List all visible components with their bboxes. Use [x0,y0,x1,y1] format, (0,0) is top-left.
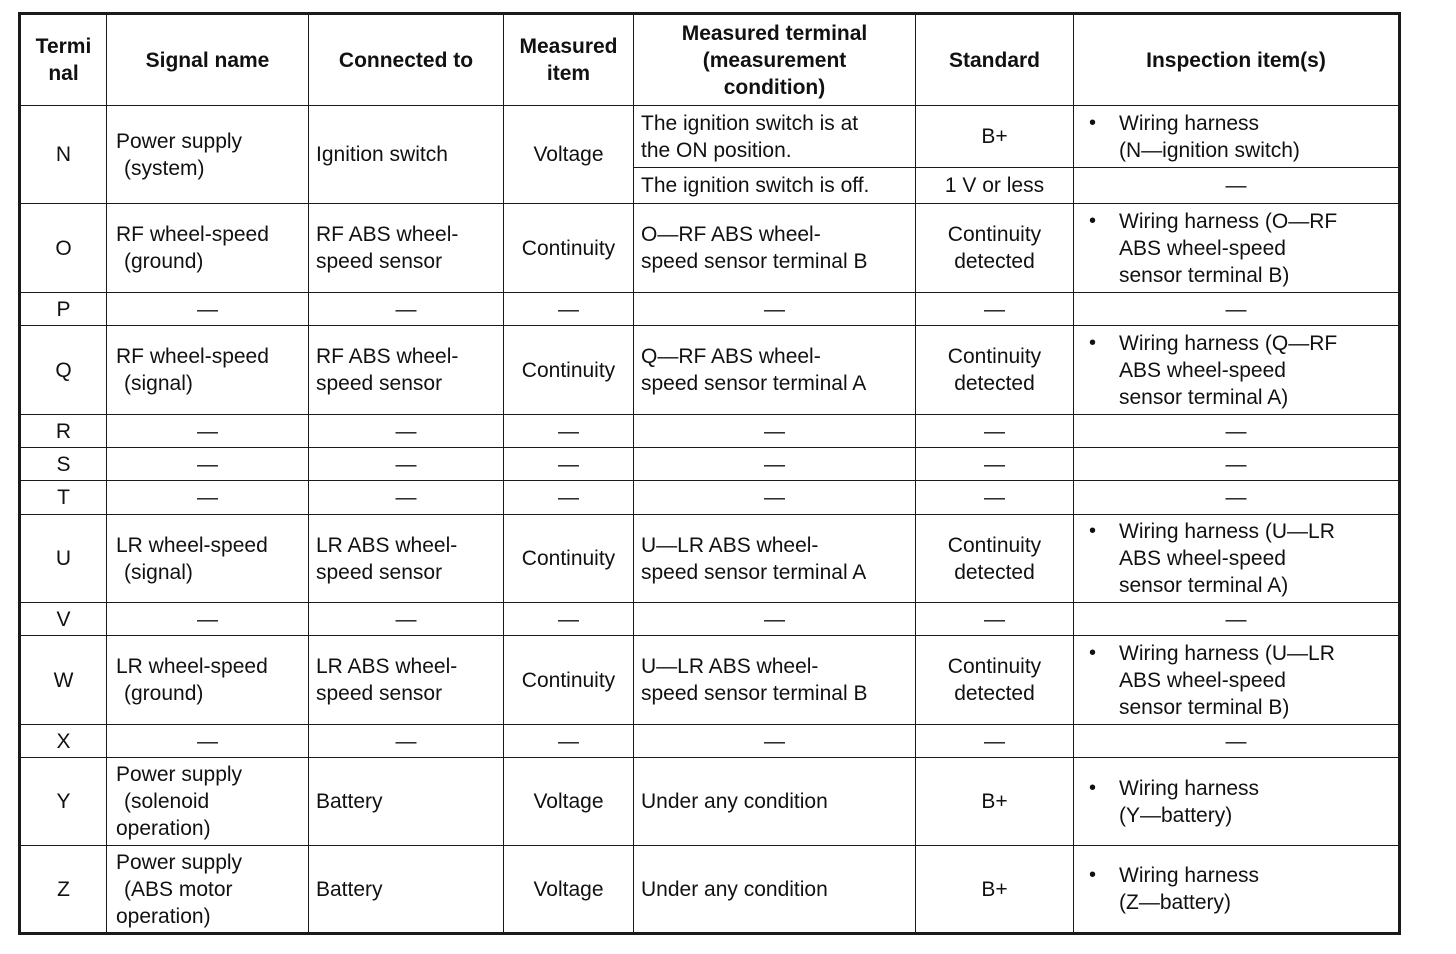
standard-cell: B+ [916,846,1074,934]
terminal-cell: N [20,106,107,204]
condition-cell: — [634,448,916,481]
signal-line: (solenoid [124,790,210,813]
signal-name-cell: — [107,293,309,326]
inspection-line: ABS wheel-speed [1119,668,1286,692]
inspection-line: Wiring harness (U—LR [1119,520,1335,543]
standard-cell: 1 V or less [916,168,1074,204]
standard-cell: — [916,481,1074,515]
condition-cell: — [634,725,916,758]
terminal-cell: R [20,415,107,448]
condition-cell [634,106,916,168]
header-measured-item [504,14,634,106]
signal-line: (ABS motor [124,877,233,901]
header-signal-name: Signal name [107,14,309,106]
header-row [20,14,1400,106]
signal-line: operation) [116,817,211,840]
condition-line: The ignition switch is at [641,111,859,135]
table-row-w [20,636,1400,725]
measured-item-cell: — [504,415,634,448]
inspection-line: Wiring harness (O—RF [1119,209,1338,233]
inspection-line: sensor terminal B) [1119,263,1290,287]
table-row-q [20,326,1400,415]
terminal-cell: P [20,293,107,326]
signal-name-cell [107,326,309,415]
signal-name-cell: — [107,725,309,758]
signal-name-cell [107,515,309,603]
connected-to-cell [309,515,504,603]
condition-line: speed sensor terminal B [641,682,868,705]
inspection-line: sensor terminal A) [1119,385,1289,409]
connected-to-cell: — [309,415,504,448]
condition-cell: — [634,293,916,326]
standard-line: detected [954,682,1035,705]
bullet-icon: • [1089,111,1097,134]
bullet-icon: • [1089,331,1097,354]
signal-name-cell [107,846,309,934]
header-terminal-line2: nal [48,62,79,85]
condition-line: speed sensor terminal B [641,250,868,273]
signal-line: (system) [124,156,205,180]
signal-line: LR wheel-speed [116,533,268,557]
condition-cell: The ignition switch is off. [634,168,916,204]
inspection-line: Wiring harness [1119,111,1260,135]
standard-line: detected [954,560,1035,584]
condition-cell: — [634,415,916,448]
signal-name-cell [107,106,309,204]
connected-to-cell: — [309,293,504,326]
signal-name-cell: — [107,415,309,448]
inspection-cell: — [1074,481,1400,515]
signal-line: Power supply [116,763,243,786]
connected-line: RF ABS wheel- [316,345,459,368]
signal-name-cell [107,758,309,846]
measured-item-cell: Continuity [504,636,634,725]
inspection-cell [1074,636,1400,725]
table-row-r [20,415,1400,448]
inspection-cell: — [1074,603,1400,636]
standard-cell: B+ [916,106,1074,168]
header-terminal [20,14,107,106]
header-measured-terminal-line3: condition) [723,75,826,99]
condition-cell [634,515,916,603]
connected-line: speed sensor [316,560,443,584]
inspection-line: Wiring harness (U—LR [1119,641,1335,665]
table-row-z [20,846,1400,934]
signal-line: LR wheel-speed [116,655,268,678]
signal-line: operation) [116,904,211,928]
table-row-u [20,515,1400,603]
header-measured-item-line1: Measured [519,35,618,58]
inspection-line: (N—ignition switch) [1119,138,1300,162]
inspection-cell: — [1074,448,1400,481]
condition-line: U—LR ABS wheel- [641,655,819,678]
standard-cell: B+ [916,758,1074,846]
inspection-cell: — [1074,725,1400,758]
terminal-cell: U [20,515,107,603]
connected-line: RF ABS wheel- [316,223,459,246]
measured-item-cell: — [504,725,634,758]
terminal-cell: O [20,204,107,293]
condition-line: speed sensor terminal A [641,372,867,395]
bullet-icon: • [1089,209,1097,232]
standard-line: Continuity [947,223,1042,246]
terminal-cell: Z [20,846,107,934]
standard-cell [916,515,1074,603]
table-row-s [20,448,1400,481]
header-measured-terminal-line2: (measurement [702,48,847,72]
header-measured-terminal-line1: Measured terminal [681,21,868,45]
standard-cell: — [916,293,1074,326]
condition-cell [634,326,916,415]
connected-line: LR ABS wheel- [316,533,458,557]
inspection-line: Wiring harness [1119,864,1260,887]
measured-item-cell: Voltage [504,846,634,934]
table-row-y [20,758,1400,846]
header-inspection-items: Inspection item(s) [1074,14,1400,106]
condition-cell [634,636,916,725]
standard-line: Continuity [947,533,1042,557]
measured-item-cell: Continuity [504,204,634,293]
measured-item-cell: Continuity [504,326,634,415]
inspection-line: (Z—battery) [1119,891,1232,914]
signal-line: (signal) [124,372,193,395]
standard-cell [916,636,1074,725]
connected-to-cell: — [309,725,504,758]
terminal-cell: T [20,481,107,515]
connected-line: speed sensor [316,682,443,705]
inspection-cell: — [1074,168,1400,204]
table-row-o [20,204,1400,293]
connected-line: speed sensor [316,250,443,273]
inspection-cell [1074,106,1400,168]
inspection-line: ABS wheel-speed [1119,358,1286,382]
terminal-cell: W [20,636,107,725]
bullet-icon: • [1089,776,1097,799]
measured-item-cell: — [504,293,634,326]
terminal-cell: S [20,448,107,481]
connected-to-cell: — [309,481,504,515]
condition-line: O—RF ABS wheel- [641,223,821,246]
measured-item-cell: — [504,481,634,515]
connected-line: LR ABS wheel- [316,655,458,678]
bullet-icon: • [1089,520,1097,542]
inspection-cell: — [1074,293,1400,326]
inspection-cell [1074,758,1400,846]
table-row-n [20,106,1400,168]
condition-line: speed sensor terminal A [641,560,867,584]
measured-item-cell: — [504,448,634,481]
connected-to-cell [309,204,504,293]
connected-to-cell: — [309,603,504,636]
header-measured-item-line2: item [546,62,591,85]
table-row-t [20,481,1400,515]
signal-line: (ground) [124,682,204,705]
signal-name-cell [107,204,309,293]
signal-line: Power supply [116,129,243,153]
header-terminal-line1: Termi [35,35,92,58]
standard-line: Continuity [947,655,1042,678]
inspection-cell [1074,204,1400,293]
standard-cell: — [916,725,1074,758]
inspection-cell [1074,515,1400,603]
table-row-v [20,603,1400,636]
standard-line: detected [954,250,1035,273]
standard-line: detected [954,372,1035,395]
standard-cell: — [916,448,1074,481]
standard-cell [916,204,1074,293]
inspection-line: (Y—battery) [1119,803,1233,827]
signal-line: RF wheel-speed [116,345,269,368]
connected-to-cell: Battery [309,758,504,846]
header-measured-terminal [634,14,916,106]
terminal-cell: Q [20,326,107,415]
signal-name-cell: — [107,603,309,636]
signal-line: (signal) [124,560,193,584]
condition-line: the ON position. [641,138,792,162]
connected-to-cell: Battery [309,846,504,934]
inspection-line: sensor terminal B) [1119,695,1290,719]
standard-line: Continuity [947,345,1042,368]
connected-to-cell [309,326,504,415]
inspection-line: ABS wheel-speed [1119,236,1286,260]
inspection-cell: — [1074,415,1400,448]
connected-to-cell: — [309,448,504,481]
terminal-cell: X [20,725,107,758]
terminal-cell: V [20,603,107,636]
condition-line: U—LR ABS wheel- [641,533,819,557]
measured-item-cell: Continuity [504,515,634,603]
table-row-x [20,725,1400,758]
standard-cell: — [916,415,1074,448]
inspection-line: sensor terminal A) [1119,574,1289,597]
terminal-cell: Y [20,758,107,846]
condition-cell [634,204,916,293]
inspection-line: Wiring harness (Q—RF [1119,331,1338,355]
signal-name-cell: — [107,448,309,481]
inspection-cell [1074,846,1400,934]
condition-line: Q—RF ABS wheel- [641,345,821,368]
inspection-line: Wiring harness [1119,776,1260,800]
connected-line: speed sensor [316,372,443,395]
connected-to-cell [309,636,504,725]
condition-cell: Under any condition [634,758,916,846]
signal-line: (ground) [124,250,204,273]
signal-name-cell: — [107,481,309,515]
condition-cell: — [634,603,916,636]
inspection-line: ABS wheel-speed [1119,547,1286,570]
inspection-cell [1074,326,1400,415]
bullet-icon: • [1089,641,1097,664]
table-row-p [20,293,1400,326]
bullet-icon: • [1089,864,1097,886]
condition-cell: — [634,481,916,515]
measured-item-cell: Voltage [504,758,634,846]
connected-to-cell: Ignition switch [309,106,504,204]
standard-cell: — [916,603,1074,636]
measured-item-cell: — [504,603,634,636]
header-connected-to: Connected to [309,14,504,106]
header-standard: Standard [916,14,1074,106]
signal-line: RF wheel-speed [116,223,269,246]
condition-cell: Under any condition [634,846,916,934]
standard-cell [916,326,1074,415]
measured-item-cell: Voltage [504,106,634,204]
terminal-inspection-table [18,12,1401,935]
signal-name-cell [107,636,309,725]
signal-line: Power supply [116,850,243,874]
